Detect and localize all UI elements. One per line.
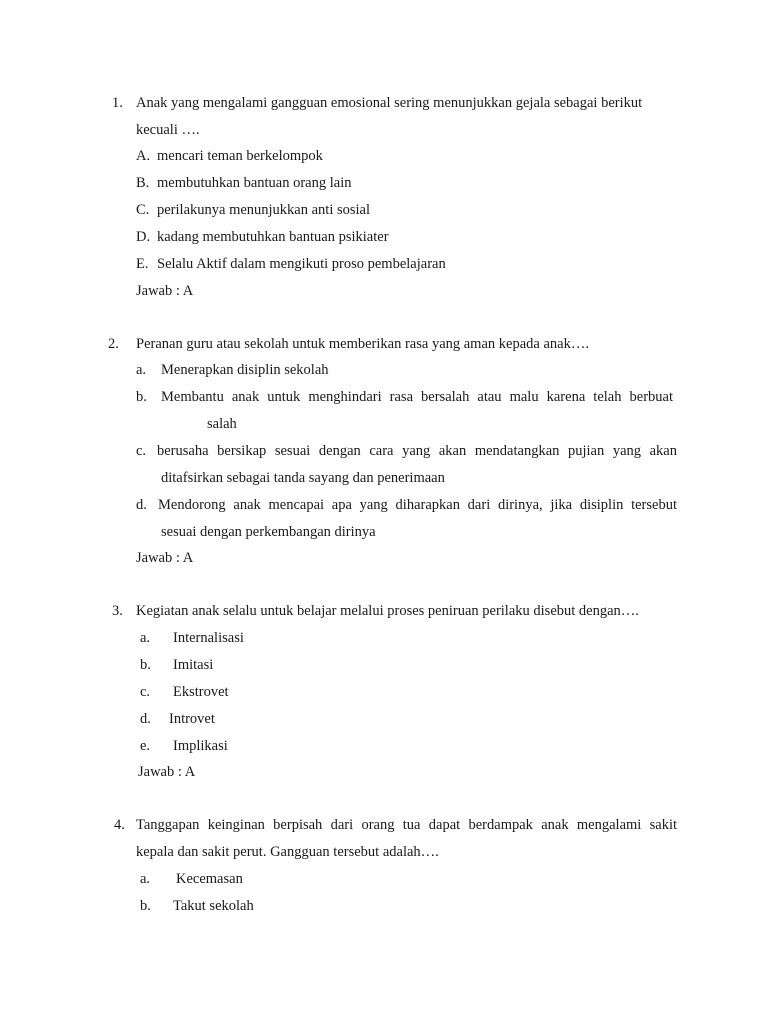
option-text: Imitasi: [173, 657, 214, 673]
question-text: Tanggapan keinginan berpisah dari orang tua dapat berdampak anak mengalami sakit: [136, 817, 677, 833]
option-letter: e.: [140, 738, 151, 754]
option-letter: C.: [136, 202, 150, 218]
question-text: Peranan guru atau sekolah untuk memberikan rasa yang aman kepada anak….: [136, 336, 589, 352]
answer-line: Jawab : A: [136, 550, 194, 566]
option-letter: A.: [136, 148, 151, 164]
option-letter: c.: [140, 684, 151, 700]
option-letter: a.: [136, 362, 147, 378]
option-letter: a.: [140, 630, 151, 646]
question-number: 4.: [114, 817, 125, 833]
option-text: Ekstrovet: [173, 684, 229, 700]
option-text: Mendorong anak mencapai apa yang diharapkan dari dirinya, jika disiplin tersebut: [158, 497, 677, 513]
option-text-cont: salah: [207, 416, 237, 432]
option-text: membutuhkan bantuan orang lain: [157, 175, 352, 191]
option-text: kadang membutuhkan bantuan psikiater: [157, 229, 389, 245]
answer-line: Jawab : A: [138, 764, 196, 780]
option-letter: b.: [140, 898, 151, 914]
option-text: Introvet: [169, 711, 215, 727]
option-letter: B.: [136, 175, 150, 191]
option-letter: d.: [136, 497, 147, 513]
option-text: Internalisasi: [173, 630, 244, 646]
option-text: Menerapkan disiplin sekolah: [161, 362, 329, 378]
option-letter: D.: [136, 229, 151, 245]
option-text: Membantu anak untuk menghindari rasa bersalah atau malu karena telah berbuat: [161, 389, 673, 405]
question-number: 2.: [108, 336, 119, 352]
question-text-cont: kecuali ….: [136, 122, 200, 138]
option-letter: b.: [140, 657, 151, 673]
option-text: Kecemasan: [176, 871, 243, 887]
option-text: Takut sekolah: [173, 898, 254, 914]
answer-line: Jawab : A: [136, 283, 194, 299]
option-letter: a.: [140, 871, 151, 887]
option-text-cont: ditafsirkan sebagai tanda sayang dan penerimaan: [161, 470, 445, 486]
question-text: Anak yang mengalami gangguan emosional sering menunjukkan gejala sebagai berikut: [136, 95, 643, 111]
option-text-cont: sesuai dengan perkembangan dirinya: [161, 524, 376, 540]
option-letter: b.: [136, 389, 147, 405]
option-text: Selalu Aktif dalam mengikuti proso pembelajaran: [157, 256, 446, 272]
question-number: 3.: [112, 603, 123, 619]
option-letter: E.: [136, 256, 149, 272]
option-text: Implikasi: [173, 738, 228, 754]
option-text: mencari teman berkelompok: [157, 148, 323, 164]
question-text: Kegiatan anak selalu untuk belajar melalui proses peniruan perilaku disebut dengan….: [136, 603, 639, 619]
question-number: 1.: [112, 95, 123, 111]
option-text: berusaha bersikap sesuai dengan cara yang akan mendatangkan pujian yang akan: [157, 443, 677, 459]
option-letter: d.: [140, 711, 151, 727]
option-letter: c.: [136, 443, 147, 459]
question-text-cont: kepala dan sakit perut. Gangguan tersebut adalah….: [136, 844, 439, 860]
option-text: perilakunya menunjukkan anti sosial: [157, 202, 371, 218]
